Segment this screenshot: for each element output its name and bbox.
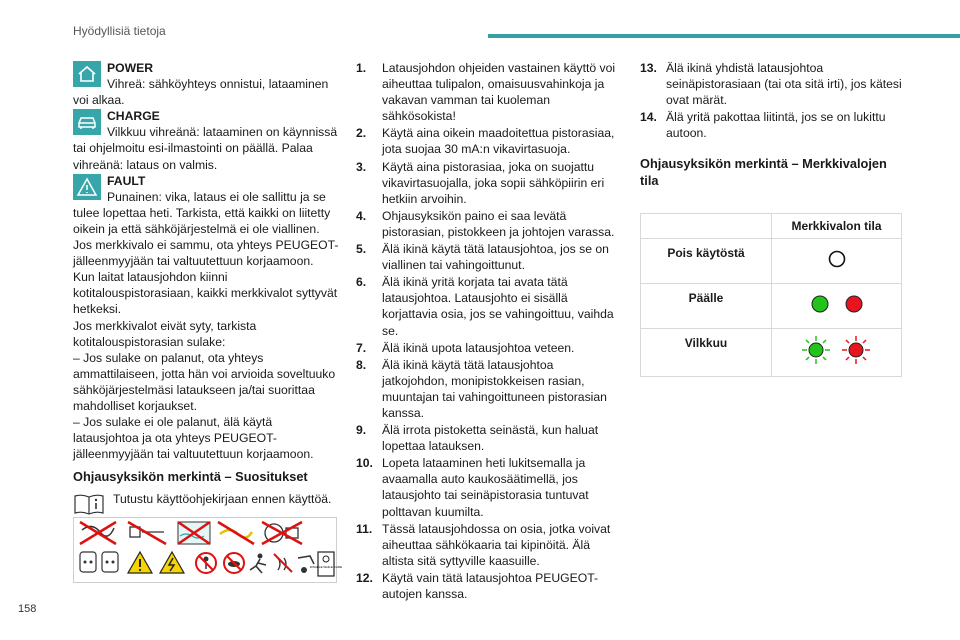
item-number: 6. — [356, 275, 367, 290]
no-pets-icon — [224, 553, 244, 573]
list-item — [356, 159, 621, 207]
no-damaged-cable-icon — [218, 522, 254, 544]
item-number: 4. — [356, 208, 367, 223]
status-code: FAULT — [107, 173, 146, 188]
item-number: 8. — [356, 357, 367, 372]
status-charge — [73, 108, 339, 172]
fault-paragraph: Kun laitat latausjohdon kiinni kotitalouspistorasiaan, kaikki merkkivalot syttyvät hetkeksi. — [73, 270, 338, 317]
recommendations-heading: Ohjausyksikön merkintä – Suositukset — [73, 469, 308, 485]
item-number: 9. — [356, 423, 367, 438]
no-adapter-icon — [128, 522, 166, 544]
running-header: Hyödyllisiä tietoja — [73, 24, 166, 38]
disable-while-care-label: DISABLE WHILE CARE — [309, 565, 343, 570]
status-code: POWER — [107, 61, 154, 75]
item-text: Tässä latausjohdossa on osia, jotka voivat aiheuttaa sähkökaaria tai kipinöitä. Älä altista sitä syttyville kaasuille. — [382, 521, 611, 568]
item-text: Käytä aina pistorasiaa, joka on suojattu vikavirtasuojalla, joka sopii sähköpiirin eri hetkiin arvoihin. — [382, 159, 605, 206]
indicator-blinking — [772, 329, 902, 376]
no-unplug-icon — [262, 522, 302, 544]
item-text: Latausjohdon ohjeiden vastainen käyttö voi aiheuttaa tulipalon, omaisuusvahinkoja ja vakavan vamman tai kuoleman sähkösokista! — [382, 61, 616, 124]
tripping-hazard-icon — [250, 554, 266, 574]
list-item — [640, 60, 905, 108]
table-row — [641, 284, 902, 329]
no-children-icon — [196, 553, 216, 573]
fault-paragraph: Jos merkkivalot eivät syty, tarkista kotitalouspistorasian sulake: — [73, 318, 257, 349]
row-label: Pois käytöstä — [641, 239, 772, 284]
socket-icons — [80, 552, 118, 572]
list-item — [356, 340, 621, 356]
warning-triangle-icon — [73, 174, 101, 200]
row-label: Vilkkuu — [641, 329, 772, 376]
item-number: 13. — [640, 61, 657, 75]
indicator-heading: Ohjausyksikön merkintä – Merkkivalojen tila — [640, 156, 887, 189]
item-text: Älä ikinä yhdistä latausjohtoa seinäpistorasiaan (tai ota sitä irti), jos kätesi ovat märät. — [666, 61, 902, 108]
fault-paragraph: – Jos sulake on palanut, ota yhteys ammattilaiseen, jotta hän voi arvioida soveltuuko sähköjärjestelmäsi lataukseen ja/tai suorittaa mahdolliset korjaukset. — [73, 350, 336, 413]
list-item — [356, 274, 621, 338]
item-number: 2. — [356, 126, 367, 141]
green-light-icon — [812, 296, 828, 312]
list-item — [356, 241, 621, 273]
disable-while-care-icon — [310, 552, 342, 576]
table-row — [641, 239, 902, 284]
status-text: Punainen: vika, lataus ei ole sallittu ja se tulee lopettaa heti. Tarkista, että kaikki on liitetty oikein ja että sähköjärjestelmä ei ole viallinen. — [73, 189, 331, 236]
no-water-icon — [178, 522, 210, 544]
status-text: Vihreä: sähköyhteys onnistui, lataaminen voi alkaa. — [73, 77, 329, 108]
item-text: Älä ikinä yritä korjata tai avata tätä latausjohtoa. Latausjohto ei sisällä korjattavia osia, jos se vahingoittuu, vaihda se. — [382, 275, 614, 338]
item-number: 10. — [356, 456, 373, 471]
list-item — [356, 422, 621, 454]
item-number: 12. — [356, 570, 373, 585]
table-corner — [641, 214, 772, 239]
right-column — [640, 60, 905, 377]
middle-column — [356, 60, 621, 603]
red-blinking-light-icon — [842, 336, 870, 364]
item-text: Älä ikinä käytä tätä latausjohtoa jatkojohdon, monipistokkeisen rasian, muuntajan tai vahingoittuneen pistorasian kanssa. — [382, 357, 607, 420]
safety-instructions-list-continued — [640, 60, 905, 141]
list-item — [356, 570, 621, 602]
list-item — [356, 357, 621, 421]
read-manual-note — [73, 491, 339, 507]
general-warning-icon — [128, 552, 152, 573]
open-book-info-icon — [73, 493, 105, 515]
house-icon — [73, 61, 101, 87]
list-item — [356, 208, 621, 240]
red-light-icon — [846, 296, 862, 312]
list-item — [356, 455, 621, 519]
read-manual-text: Tutustu käyttöohjekirjaan ennen käyttöä. — [113, 492, 332, 507]
safety-instructions-list — [356, 60, 621, 602]
item-text: Käytä aina oikein maadoitettua pistorasiaa, jota suojaa 30 mA:n vikavirtasuoja. — [382, 126, 615, 157]
electric-shock-warning-icon — [160, 552, 184, 573]
list-item — [356, 125, 621, 157]
off-light-icon — [829, 252, 844, 267]
indicator-off — [772, 239, 902, 284]
item-text: Käytä vain tätä latausjohtoa PEUGEOT-autojen kanssa. — [382, 570, 599, 601]
status-fault — [73, 173, 339, 237]
row-label: Päälle — [641, 284, 772, 329]
item-number: 5. — [356, 242, 367, 257]
item-text: Ohjausyksikön paino ei saa levätä pistorasian, pistokkeen ja johtojen varassa. — [382, 208, 615, 239]
table-column-header: Merkkivalon tila — [772, 214, 902, 239]
item-number: 14. — [640, 110, 657, 125]
item-number: 1. — [356, 61, 367, 75]
list-item — [640, 109, 905, 141]
fault-paragraph: – Jos sulake ei ole palanut, älä käytä latausjohtoa ja ota yhteys PEUGEOT-jälleenmyyjään tai valtuutettuun korjaamoon. — [73, 415, 314, 462]
green-blinking-light-icon — [802, 336, 830, 364]
item-text: Älä ikinä upota latausjohtoa veteen. — [382, 340, 575, 355]
item-number: 3. — [356, 159, 367, 174]
fault-paragraph: Jos merkkivalo ei sammu, ota yhteys PEUGEOT-jälleenmyyjään tai valtuutettuun korjaamoon. — [73, 238, 339, 269]
item-number: 11. — [356, 521, 373, 536]
left-column — [73, 60, 343, 583]
item-number: 7. — [356, 340, 367, 355]
indicator-on — [772, 284, 902, 329]
status-power — [73, 60, 339, 108]
warning-symbols-label — [73, 517, 343, 583]
table-row — [641, 329, 902, 376]
car-icon — [73, 109, 101, 135]
list-item — [356, 521, 621, 569]
item-text: Älä ikinä käytä tätä latausjohtoa, jos se on viallinen tai vahingoittunut. — [382, 242, 609, 273]
page-number: 158 — [18, 603, 37, 615]
list-item — [356, 60, 621, 124]
item-text: Lopeta lataaminen heti lukitsemalla ja avaamalla auto kaukosäätimellä, jos latausjohto tai seinäpistorasia tuntuvat polttavan kuumilta. — [382, 456, 589, 519]
header-accent-bar — [488, 34, 960, 38]
status-text: Vilkkuu vihreänä: lataaminen on käynnissä tai ohjelmoitu esi-ilmastointi on päällä. Palaa vihreänä: lataus on valmis. — [73, 125, 338, 172]
status-code: CHARGE — [107, 109, 160, 124]
no-extension-cord-icon — [80, 522, 116, 544]
item-text: Älä irrota pistoketta seinästä, kun haluat lopettaa latauksen. — [382, 423, 599, 454]
indicator-status-table — [640, 213, 902, 376]
item-text: Älä yritä pakottaa liitintä, jos se on lukittu autoon. — [666, 110, 886, 141]
no-heat-source-icon — [274, 554, 292, 572]
